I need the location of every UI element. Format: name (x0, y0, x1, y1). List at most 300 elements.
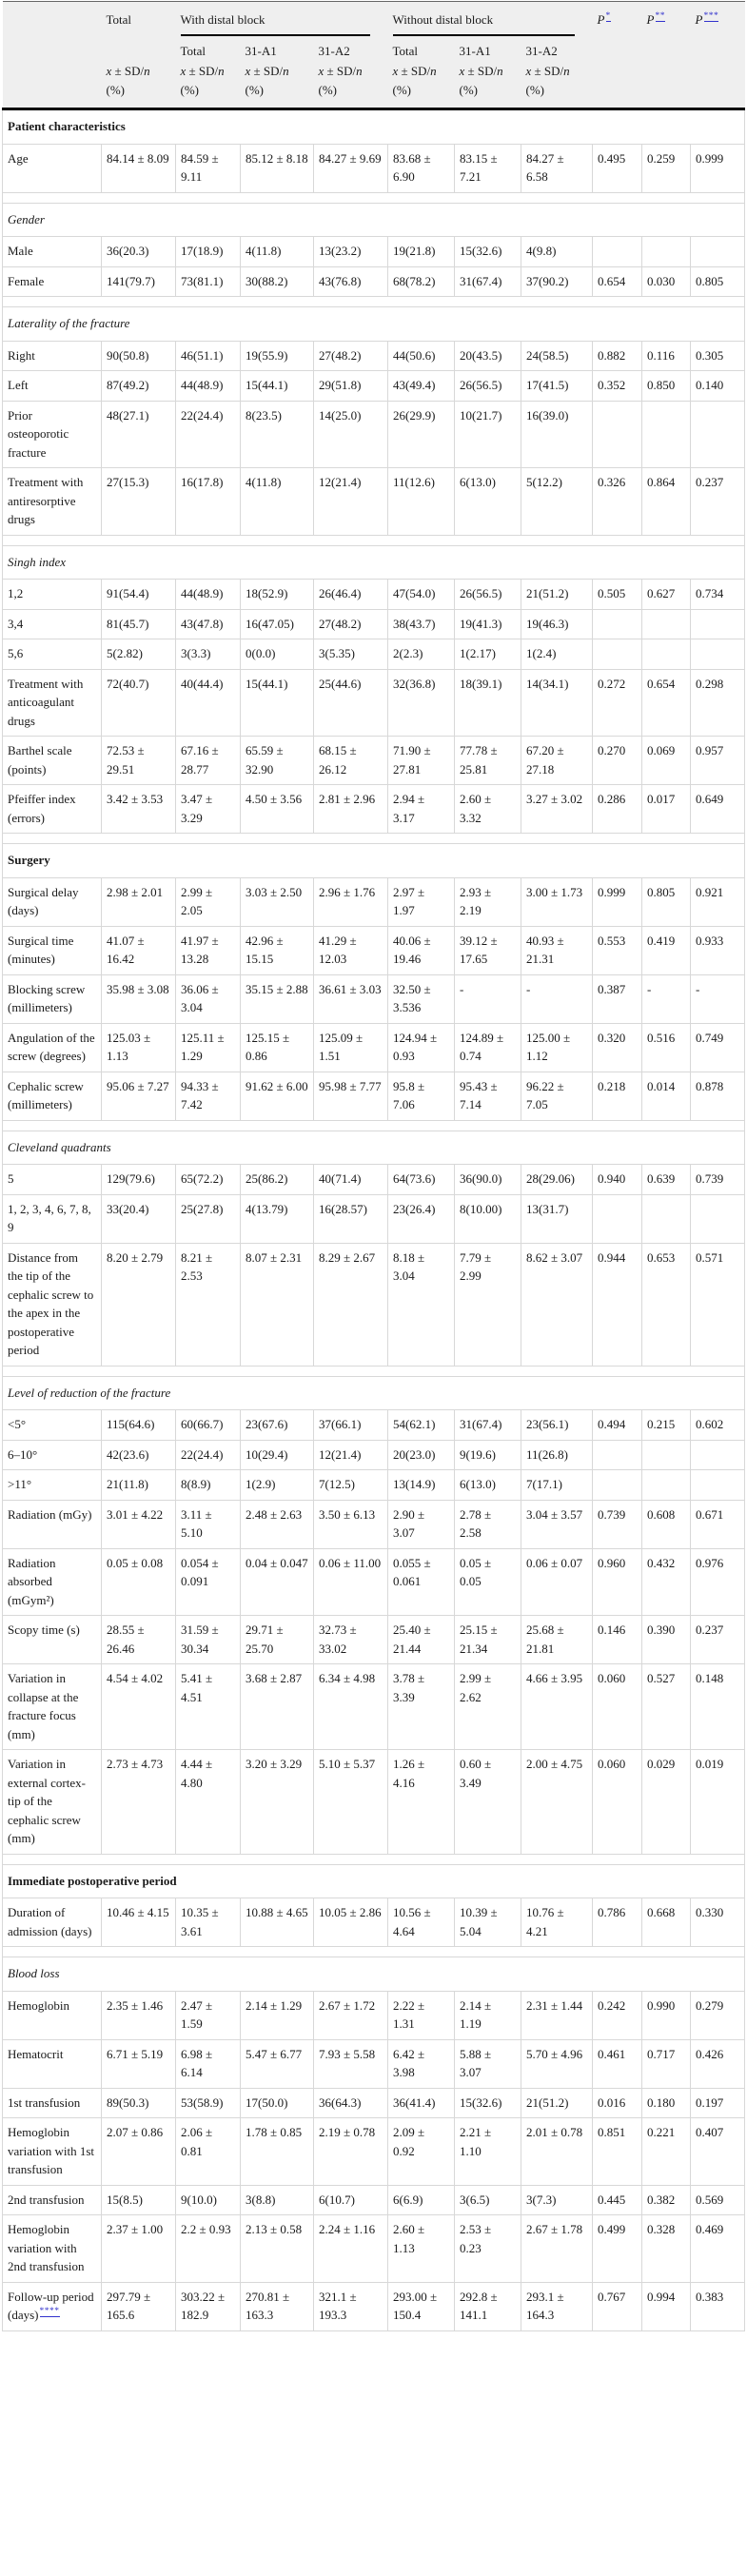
subsection-row (3, 1131, 745, 1165)
table-row (3, 1023, 745, 1072)
p-value-cell: 0.569 (691, 2185, 745, 2215)
table-row (3, 1165, 745, 1195)
p-value-cell: 0.320 (593, 1023, 642, 1072)
table-body (3, 109, 745, 2331)
value-cell: 28.55 ± 26.46 (102, 1616, 176, 1664)
value-cell: 6.34 ± 4.98 (314, 1664, 388, 1750)
p-value-cell: 0.140 (691, 371, 745, 402)
value-cell: 321.1 ± 193.3 (314, 2282, 388, 2330)
value-cell: 3.04 ± 3.57 (521, 1500, 593, 1548)
value-cell: 44(48.9) (176, 371, 241, 402)
value-cell: 94.33 ± 7.42 (176, 1072, 241, 1120)
value-cell: 38(43.7) (388, 609, 455, 639)
row-label: 5,6 (3, 639, 102, 670)
value-cell: 48(27.1) (102, 401, 176, 468)
value-cell: 2.21 ± 1.10 (455, 2118, 521, 2186)
value-cell: 54(62.1) (388, 1410, 455, 1441)
value-cell: 11(26.8) (521, 1440, 593, 1470)
p-value-cell: 0.407 (691, 2118, 745, 2186)
p-value-cell: 0.608 (642, 1500, 691, 1548)
row-label: Hemoglobin (3, 1991, 102, 2039)
value-cell: 5(12.2) (521, 468, 593, 536)
value-cell: 8(8.9) (176, 1470, 241, 1501)
value-cell: 41.29 ± 12.03 (314, 926, 388, 974)
subheader-total-wdb: Total (176, 37, 241, 62)
p-value-cell: 0.653 (642, 1243, 691, 1366)
value-cell: 36(90.0) (455, 1165, 521, 1195)
p-value-cell: 0.030 (642, 266, 691, 297)
value-cell: 2.53 ± 0.23 (455, 2215, 521, 2283)
value-cell: 22(24.4) (176, 1440, 241, 1470)
value-cell: 21(51.2) (521, 2088, 593, 2118)
value-cell: 46(51.1) (176, 341, 241, 371)
value-cell: 40.06 ± 19.46 (388, 926, 455, 974)
value-cell: 25(44.6) (314, 669, 388, 737)
subsection-header: Cleveland quadrants (3, 1131, 745, 1165)
row-label: Variation in external cortex-tip of the cephalic screw (mm) (3, 1750, 102, 1855)
p-value-cell: 0.383 (691, 2282, 745, 2330)
header-p-2star (642, 2, 691, 37)
value-cell: 30(88.2) (241, 266, 314, 297)
p-value-cell: 0.999 (593, 877, 642, 926)
value-cell: 7(17.1) (521, 1470, 593, 1501)
value-cell: 2.48 ± 2.63 (241, 1500, 314, 1548)
row-label: 5 (3, 1165, 102, 1195)
row-label: Left (3, 371, 102, 402)
value-cell: 125.09 ± 1.51 (314, 1023, 388, 1072)
row-label: Scopy time (s) (3, 1616, 102, 1664)
value-cell: 36.61 ± 3.03 (314, 974, 388, 1023)
value-cell: 293.00 ± 150.4 (388, 2282, 455, 2330)
value-cell: 7.93 ± 5.58 (314, 2039, 388, 2088)
p-value-cell (593, 639, 642, 670)
value-cell: 83.68 ± 6.90 (388, 144, 455, 192)
value-cell: 23(56.1) (521, 1410, 593, 1441)
table-row (3, 1470, 745, 1501)
header-spacer-cell (642, 61, 691, 109)
table-row (3, 468, 745, 536)
subsection-row (3, 545, 745, 580)
subsection-row (3, 203, 745, 237)
p-value-cell: 0.805 (642, 877, 691, 926)
value-cell: 2.81 ± 2.96 (314, 785, 388, 834)
p-value-cell: 0.279 (691, 1991, 745, 2039)
value-cell: 125.11 ± 1.29 (176, 1023, 241, 1072)
value-cell: 5(2.82) (102, 639, 176, 670)
header-spacer-cell (593, 37, 642, 62)
value-cell: 3.42 ± 3.53 (102, 785, 176, 834)
subheader-31a1-wdb: 31-A1 (241, 37, 314, 62)
value-cell: 2.73 ± 4.73 (102, 1750, 176, 1855)
spacer-row (3, 1366, 745, 1376)
value-cell: 72.53 ± 29.51 (102, 737, 176, 785)
value-cell: 12(21.4) (314, 1440, 388, 1470)
p-value-cell (691, 1194, 745, 1243)
value-cell: 2(2.3) (388, 639, 455, 670)
value-cell: 8.18 ± 3.04 (388, 1243, 455, 1366)
value-cell: 53(58.9) (176, 2088, 241, 2118)
value-cell: 1(2.9) (241, 1470, 314, 1501)
value-cell: 129(79.6) (102, 1165, 176, 1195)
value-cell: 21(11.8) (102, 1470, 176, 1501)
value-cell: 15(32.6) (455, 2088, 521, 2118)
value-cell: 18(39.1) (455, 669, 521, 737)
spacer-cell (3, 192, 745, 203)
p-value-cell: 0.328 (642, 2215, 691, 2283)
value-cell: 3(5.35) (314, 639, 388, 670)
p-value-cell (642, 639, 691, 670)
value-cell: 3(3.3) (176, 639, 241, 670)
p-value-cell: 0.957 (691, 737, 745, 785)
value-cell: 29(51.8) (314, 371, 388, 402)
value-cell: 4.44 ± 4.80 (176, 1750, 241, 1855)
value-cell: 19(41.3) (455, 609, 521, 639)
value-cell: 21(51.2) (521, 580, 593, 610)
p-value-cell (642, 609, 691, 639)
value-cell: 84.27 ± 6.58 (521, 144, 593, 192)
p-value-cell (691, 639, 745, 670)
p-value-cell: 0.976 (691, 1548, 745, 1616)
p-value-cell: 0.272 (593, 669, 642, 737)
p-value-cell: 0.014 (642, 1072, 691, 1120)
p-value-cell: 0.069 (642, 737, 691, 785)
value-cell: 42.96 ± 15.15 (241, 926, 314, 974)
value-cell: 12(21.4) (314, 468, 388, 536)
value-cell: 65.59 ± 32.90 (241, 737, 314, 785)
p-value-cell: 0.990 (642, 1991, 691, 2039)
table-row (3, 266, 745, 297)
p-value-cell: 0.654 (593, 266, 642, 297)
value-cell: 32.73 ± 33.02 (314, 1616, 388, 1664)
header-spacer-cell (3, 37, 102, 62)
p-value-cell: 0.016 (593, 2088, 642, 2118)
value-cell: 65(72.2) (176, 1165, 241, 1195)
value-cell: 28(29.06) (521, 1165, 593, 1195)
value-cell: 6(13.0) (455, 468, 521, 536)
value-cell: 2.31 ± 1.44 (521, 1991, 593, 2039)
p-value-cell: 0.060 (593, 1664, 642, 1750)
table-row (3, 1243, 745, 1366)
p-value-cell (593, 1470, 642, 1501)
header-group-without-distal-block (388, 2, 593, 37)
value-cell: 0.05 ± 0.05 (455, 1548, 521, 1616)
value-cell: 141(79.7) (102, 266, 176, 297)
value-cell: 125.15 ± 0.86 (241, 1023, 314, 1072)
header-total: Total (102, 2, 176, 37)
value-cell: 4.50 ± 3.56 (241, 785, 314, 834)
spacer-row (3, 1947, 745, 1957)
p-value-cell (593, 1194, 642, 1243)
subsection-header: Gender (3, 203, 745, 237)
p-value-cell: 0.461 (593, 2039, 642, 2088)
value-cell: 2.07 ± 0.86 (102, 2118, 176, 2186)
p-symbol: P (597, 12, 605, 27)
value-cell: 2.47 ± 1.59 (176, 1991, 241, 2039)
value-cell: 15(44.1) (241, 371, 314, 402)
spacer-row (3, 192, 745, 203)
value-cell: 1(2.4) (521, 639, 593, 670)
p-value-cell: 0.215 (642, 1410, 691, 1441)
value-cell: 2.00 ± 4.75 (521, 1750, 593, 1855)
value-cell: 23(67.6) (241, 1410, 314, 1441)
value-cell: 0.60 ± 3.49 (455, 1750, 521, 1855)
footnote-link-followup[interactable]: **** (39, 2306, 60, 2316)
value-cell: 85.12 ± 8.18 (241, 144, 314, 192)
value-cell: 7.79 ± 2.99 (455, 1243, 521, 1366)
p-value-cell: 0.237 (691, 468, 745, 536)
value-cell: 2.24 ± 1.16 (314, 2215, 388, 2283)
value-cell: 27(48.2) (314, 609, 388, 639)
value-cell: 67.20 ± 27.18 (521, 737, 593, 785)
row-label: 1st transfusion (3, 2088, 102, 2118)
value-cell: 15(8.5) (102, 2185, 176, 2215)
row-label: Cephalic screw (millimeters) (3, 1072, 102, 1120)
p-value-cell: 0.516 (642, 1023, 691, 1072)
value-cell: 31.59 ± 30.34 (176, 1616, 241, 1664)
value-cell: 0.055 ± 0.061 (388, 1548, 455, 1616)
value-cell: 10.39 ± 5.04 (455, 1898, 521, 1947)
p-value-cell: 0.739 (593, 1500, 642, 1548)
value-cell: 2.14 ± 1.29 (241, 1991, 314, 2039)
value-cell: 95.43 ± 7.14 (455, 1072, 521, 1120)
p-value-cell: 0.527 (642, 1664, 691, 1750)
value-cell: 3.50 ± 6.13 (314, 1500, 388, 1548)
value-cell: 4(11.8) (241, 468, 314, 536)
value-cell: 8.62 ± 3.07 (521, 1243, 593, 1366)
value-cell: 14(34.1) (521, 669, 593, 737)
p-value-cell: 0.639 (642, 1165, 691, 1195)
value-cell: 11(12.6) (388, 468, 455, 536)
footnote-link-p1[interactable]: * (605, 10, 611, 21)
value-cell: 2.67 ± 1.78 (521, 2215, 593, 2283)
p-value-cell: 0.218 (593, 1072, 642, 1120)
value-cell: - (455, 974, 521, 1023)
value-cell: 31(67.4) (455, 266, 521, 297)
p-value-cell: 0.326 (593, 468, 642, 536)
row-label: Male (3, 237, 102, 267)
value-cell: 2.19 ± 0.78 (314, 2118, 388, 2186)
value-cell: 71.90 ± 27.81 (388, 737, 455, 785)
table-row (3, 1991, 745, 2039)
p-value-cell: 0.146 (593, 1616, 642, 1664)
value-cell: 44(48.9) (176, 580, 241, 610)
p-value-cell: 0.259 (642, 144, 691, 192)
value-cell: 14(25.0) (314, 401, 388, 468)
p-value-cell: 0.649 (691, 785, 745, 834)
row-label: >11° (3, 1470, 102, 1501)
value-cell: 10.05 ± 2.86 (314, 1898, 388, 1947)
table-row (3, 1440, 745, 1470)
row-label: Prior osteoporotic fracture (3, 401, 102, 468)
value-cell: 7(12.5) (314, 1470, 388, 1501)
value-cell: 6.98 ± 6.14 (176, 2039, 241, 2088)
subheader-31a2-wdb: 31-A2 (314, 37, 388, 62)
value-cell: 36.06 ± 3.04 (176, 974, 241, 1023)
value-cell: 5.88 ± 3.07 (455, 2039, 521, 2088)
value-cell: 87(49.2) (102, 371, 176, 402)
subsection-header: Laterality of the fracture (3, 307, 745, 342)
table-row (3, 1664, 745, 1750)
footnote-link-p3[interactable]: *** (703, 10, 719, 21)
value-cell: 4(9.8) (521, 237, 593, 267)
table-row (3, 609, 745, 639)
p-value-cell: - (642, 974, 691, 1023)
table-row (3, 341, 745, 371)
value-cell: 0.05 ± 0.08 (102, 1548, 176, 1616)
row-label: Age (3, 144, 102, 192)
value-cell: 0.054 ± 0.091 (176, 1548, 241, 1616)
p-value-cell: 0.739 (691, 1165, 745, 1195)
value-cell: 19(21.8) (388, 237, 455, 267)
header-row-subgroups (3, 37, 745, 62)
p-value-cell: 0.786 (593, 1898, 642, 1947)
value-cell: 43(49.4) (388, 371, 455, 402)
table-row (3, 1072, 745, 1120)
value-cell: 37(90.2) (521, 266, 593, 297)
value-cell: 60(66.7) (176, 1410, 241, 1441)
p-value-cell: 0.495 (593, 144, 642, 192)
value-cell: 0.04 ± 0.047 (241, 1548, 314, 1616)
p-value-cell: 0.805 (691, 266, 745, 297)
measure-label: x ± SD/n (%) (241, 61, 314, 109)
p-value-cell: 0.749 (691, 1023, 745, 1072)
table-row (3, 1410, 745, 1441)
value-cell: 19(55.9) (241, 341, 314, 371)
value-cell: 18(52.9) (241, 580, 314, 610)
value-cell: 6(10.7) (314, 2185, 388, 2215)
value-cell: 39.12 ± 17.65 (455, 926, 521, 974)
p-value-cell: 0.029 (642, 1750, 691, 1855)
value-cell: 25(86.2) (241, 1165, 314, 1195)
section-row (3, 844, 745, 878)
subsection-header: Level of reduction of the fracture (3, 1376, 745, 1410)
measure-label: x ± SD/n (%) (521, 61, 593, 109)
value-cell: 13(23.2) (314, 237, 388, 267)
value-cell: 115(64.6) (102, 1410, 176, 1441)
spacer-cell (3, 1120, 745, 1131)
value-cell: 31(67.4) (455, 1410, 521, 1441)
value-cell: - (521, 974, 593, 1023)
value-cell: 10.76 ± 4.21 (521, 1898, 593, 1947)
p-value-cell: 0.382 (642, 2185, 691, 2215)
value-cell: 2.60 ± 3.32 (455, 785, 521, 834)
value-cell: 10.46 ± 4.15 (102, 1898, 176, 1947)
value-cell: 3.78 ± 3.39 (388, 1664, 455, 1750)
measure-label: x ± SD/n (%) (176, 61, 241, 109)
header-p-3star (691, 2, 745, 37)
row-label: Treatment with anticoagulant drugs (3, 669, 102, 737)
table-row (3, 974, 745, 1023)
p-value-cell: 0.352 (593, 371, 642, 402)
measure-label: x ± SD/n (%) (102, 61, 176, 109)
section-header: Immediate postoperative period (3, 1864, 745, 1898)
value-cell: 124.89 ± 0.74 (455, 1023, 521, 1072)
value-cell: 25.40 ± 21.44 (388, 1616, 455, 1664)
p-value-cell: 0.851 (593, 2118, 642, 2186)
p-value-cell: 0.767 (593, 2282, 642, 2330)
spacer-cell (3, 1366, 745, 1376)
value-cell: 2.60 ± 1.13 (388, 2215, 455, 2283)
value-cell: 4.54 ± 4.02 (102, 1664, 176, 1750)
table-row (3, 144, 745, 192)
p-value-cell: 0.494 (593, 1410, 642, 1441)
spacer-cell (3, 834, 745, 844)
header-empty-cell (3, 2, 102, 37)
value-cell: 20(43.5) (455, 341, 521, 371)
value-cell: 124.94 ± 0.93 (388, 1023, 455, 1072)
table-row (3, 877, 745, 926)
group-label: With distal block (181, 10, 370, 36)
value-cell: 3.68 ± 2.87 (241, 1664, 314, 1750)
value-cell: 10.88 ± 4.65 (241, 1898, 314, 1947)
p-value-cell: 0.960 (593, 1548, 642, 1616)
p-value-cell: 0.116 (642, 341, 691, 371)
value-cell: 10(29.4) (241, 1440, 314, 1470)
row-label: Hematocrit (3, 2039, 102, 2088)
table-row (3, 1898, 745, 1947)
value-cell: 9(19.6) (455, 1440, 521, 1470)
value-cell: 32(36.8) (388, 669, 455, 737)
value-cell: 8.07 ± 2.31 (241, 1243, 314, 1366)
p-value-cell: 0.553 (593, 926, 642, 974)
header-spacer-cell (3, 61, 102, 109)
value-cell: 35.15 ± 2.88 (241, 974, 314, 1023)
value-cell: 26(56.5) (455, 580, 521, 610)
spacer-cell (3, 535, 745, 545)
value-cell: 8.21 ± 2.53 (176, 1243, 241, 1366)
value-cell: 2.93 ± 2.19 (455, 877, 521, 926)
p-value-cell: 0.387 (593, 974, 642, 1023)
row-label: Blocking screw (millimeters) (3, 974, 102, 1023)
value-cell: 42(23.6) (102, 1440, 176, 1470)
p-value-cell: 0.602 (691, 1410, 745, 1441)
row-label: 2nd transfusion (3, 2185, 102, 2215)
value-cell: 20(23.0) (388, 1440, 455, 1470)
value-cell: 2.22 ± 1.31 (388, 1991, 455, 2039)
p-value-cell: 0.060 (593, 1750, 642, 1855)
table-row (3, 1194, 745, 1243)
value-cell: 77.78 ± 25.81 (455, 737, 521, 785)
value-cell: 3(6.5) (455, 2185, 521, 2215)
value-cell: 6.71 ± 5.19 (102, 2039, 176, 2088)
spacer-row (3, 1854, 745, 1864)
value-cell: 26(46.4) (314, 580, 388, 610)
value-cell: 6.42 ± 3.98 (388, 2039, 455, 2088)
row-label: Barthel scale (points) (3, 737, 102, 785)
subsection-header: Singh index (3, 545, 745, 580)
value-cell: 41.07 ± 16.42 (102, 926, 176, 974)
p-value-cell (642, 1440, 691, 1470)
p-value-cell (593, 237, 642, 267)
header-spacer-cell (102, 37, 176, 62)
value-cell: 3.11 ± 5.10 (176, 1500, 241, 1548)
p-value-cell: 0.717 (642, 2039, 691, 2088)
value-cell: 83.15 ± 7.21 (455, 144, 521, 192)
table-row (3, 2088, 745, 2118)
value-cell: 8(10.00) (455, 1194, 521, 1243)
p-value-cell: 0.432 (642, 1548, 691, 1616)
p-value-cell: 0.419 (642, 926, 691, 974)
table-row (3, 1750, 745, 1855)
p-value-cell: 0.330 (691, 1898, 745, 1947)
footnote-link-p2[interactable]: ** (655, 10, 665, 21)
value-cell: 40.93 ± 21.31 (521, 926, 593, 974)
value-cell: 2.98 ± 2.01 (102, 877, 176, 926)
header-row-measure (3, 61, 745, 109)
value-cell: 297.79 ± 165.6 (102, 2282, 176, 2330)
p-value-cell (691, 1440, 745, 1470)
section-row (3, 109, 745, 145)
